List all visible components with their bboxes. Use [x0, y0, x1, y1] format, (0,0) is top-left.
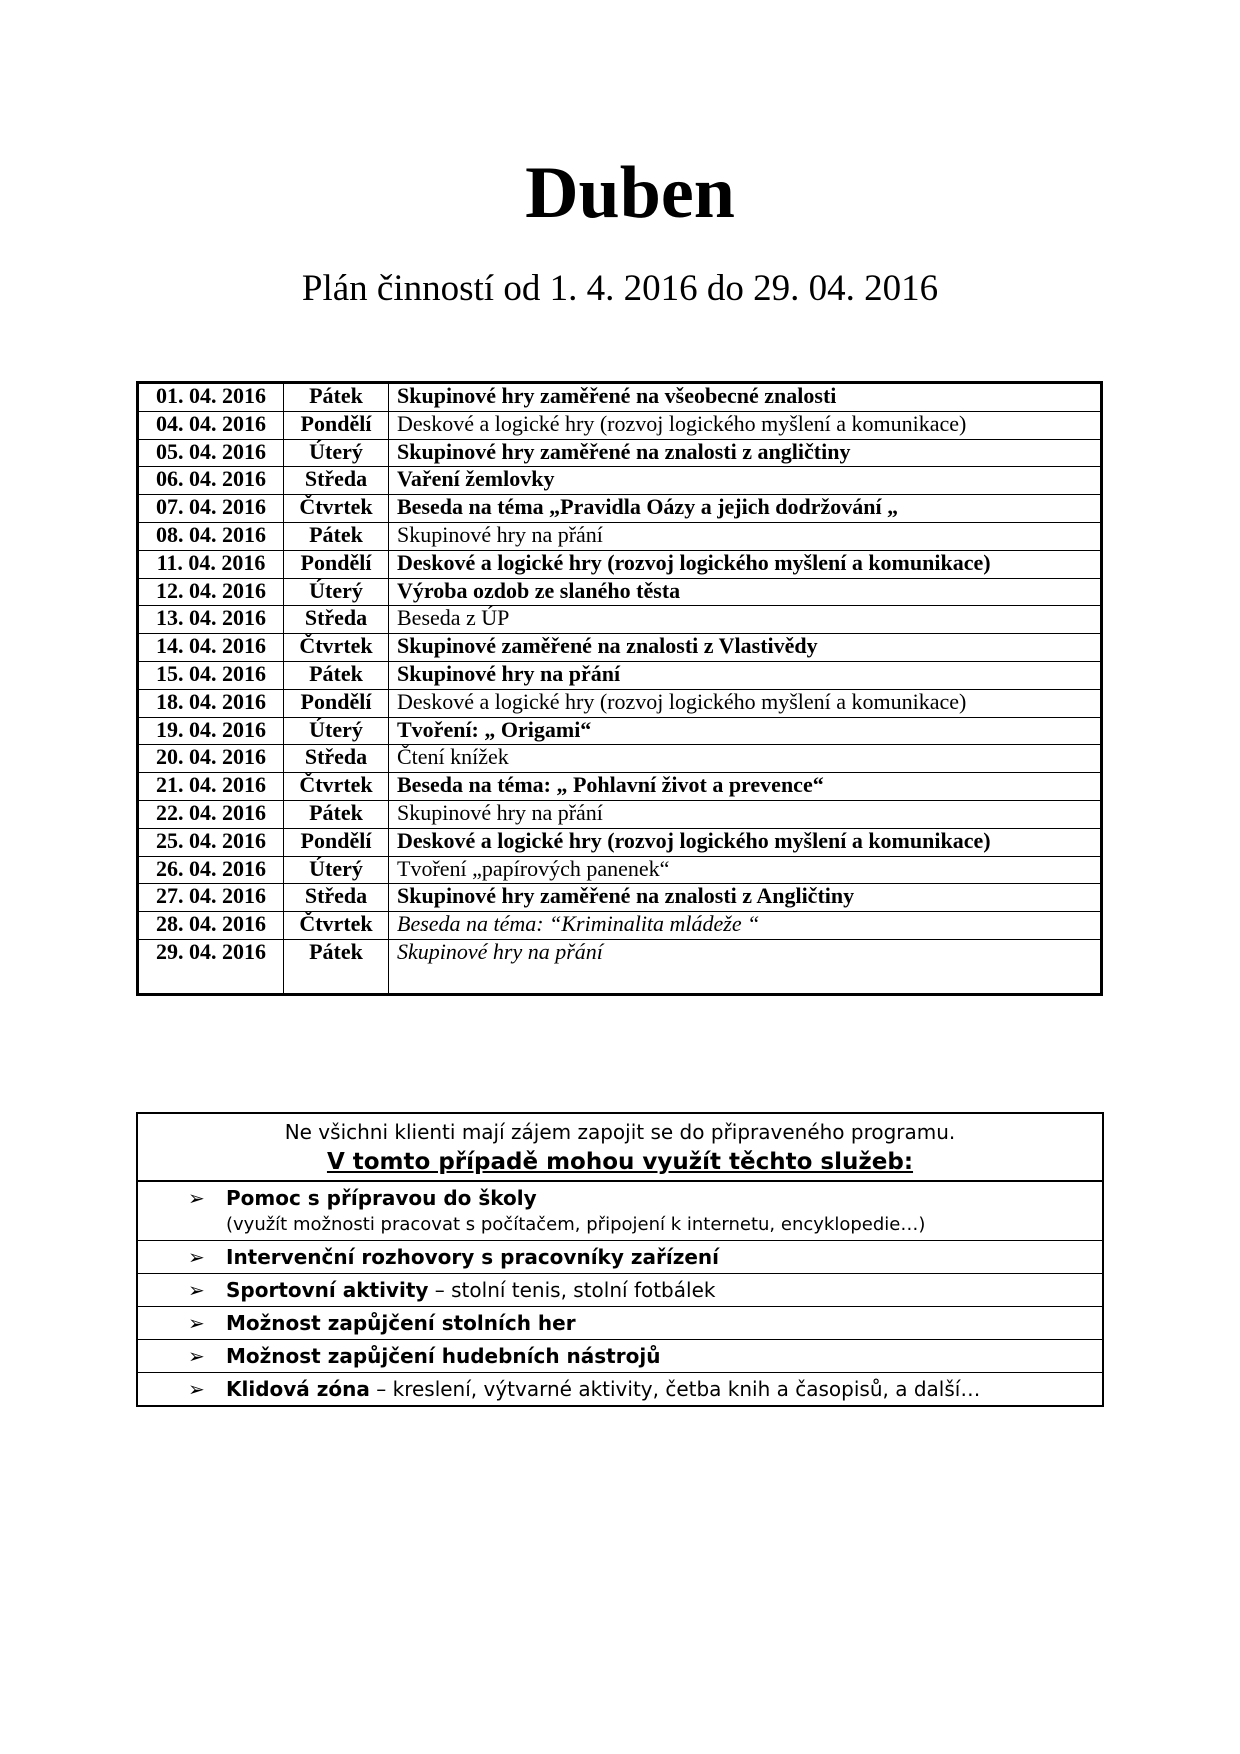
schedule-row: [138, 495, 1102, 523]
schedule-activity: Skupinové hry na přání: [389, 522, 1102, 550]
schedule-day: Pátek: [284, 800, 389, 828]
schedule-activity: Skupinové hry na přání: [389, 939, 1102, 994]
schedule-day: Pátek: [284, 522, 389, 550]
schedule-row: [138, 717, 1102, 745]
schedule-date: 29. 04. 2016: [138, 939, 284, 994]
schedule-day: Úterý: [284, 856, 389, 884]
schedule-row: [138, 856, 1102, 884]
schedule-activity: Tvoření: „ Origami“: [389, 717, 1102, 745]
schedule-date: 22. 04. 2016: [138, 800, 284, 828]
schedule-activity: Deskové a logické hry (rozvoj logického myšlení a komunikace): [389, 689, 1102, 717]
schedule-date: 04. 04. 2016: [138, 411, 284, 439]
services-intro: Ne všichni klienti mají zájem zapojit se do připraveného programu.: [284, 1120, 956, 1144]
page-title: Duben: [525, 152, 735, 234]
service-item: [138, 1307, 1102, 1340]
schedule-date: 11. 04. 2016: [138, 550, 284, 578]
schedule-row: [138, 383, 1102, 412]
schedule-date: 14. 04. 2016: [138, 634, 284, 662]
schedule-day: Pondělí: [284, 828, 389, 856]
schedule-row: [138, 578, 1102, 606]
schedule-body: [138, 383, 1102, 995]
schedule-date: 07. 04. 2016: [138, 495, 284, 523]
schedule-day: Pondělí: [284, 689, 389, 717]
schedule-day: Čtvrtek: [284, 495, 389, 523]
schedule-date: 20. 04. 2016: [138, 745, 284, 773]
schedule-row: [138, 884, 1102, 912]
schedule-row: [138, 828, 1102, 856]
schedule-activity: Skupinové zaměřené na znalosti z Vlastivědy: [389, 634, 1102, 662]
schedule-day: Úterý: [284, 439, 389, 467]
schedule-day: Pátek: [284, 661, 389, 689]
service-detail: – kreslení, výtvarné aktivity, četba knih a časopisů, a další…: [369, 1377, 981, 1401]
arrow-right-icon: ➢: [188, 1186, 205, 1210]
schedule-day: Úterý: [284, 717, 389, 745]
schedule-row: [138, 939, 1102, 994]
arrow-right-icon: ➢: [188, 1245, 205, 1269]
schedule-date: 01. 04. 2016: [138, 383, 284, 412]
schedule-row: [138, 411, 1102, 439]
services-box: [136, 1112, 1104, 1407]
service-name: Intervenční rozhovory s pracovníky zařízení: [226, 1245, 720, 1269]
schedule-day: Úterý: [284, 578, 389, 606]
service-name: Pomoc s přípravou do školy: [226, 1186, 537, 1210]
schedule-day: Středa: [284, 884, 389, 912]
service-item: [138, 1241, 1102, 1274]
schedule-activity: Vaření žemlovky: [389, 467, 1102, 495]
services-list: [138, 1182, 1102, 1405]
schedule-table: [136, 381, 1103, 996]
schedule-activity: Čtení knížek: [389, 745, 1102, 773]
schedule-row: [138, 800, 1102, 828]
schedule-date: 15. 04. 2016: [138, 661, 284, 689]
schedule-activity: Deskové a logické hry (rozvoj logického myšlení a komunikace): [389, 550, 1102, 578]
service-item: [138, 1340, 1102, 1373]
schedule-date: 13. 04. 2016: [138, 606, 284, 634]
schedule-row: [138, 606, 1102, 634]
schedule-row: [138, 522, 1102, 550]
services-header: [138, 1114, 1102, 1182]
schedule-row: [138, 634, 1102, 662]
service-name: Sportovní aktivity: [226, 1278, 429, 1302]
schedule-date: 12. 04. 2016: [138, 578, 284, 606]
schedule-row: [138, 467, 1102, 495]
arrow-right-icon: ➢: [188, 1311, 205, 1335]
schedule-day: Čtvrtek: [284, 912, 389, 940]
schedule-activity: Beseda na téma „Pravidla Oázy a jejich dodržování „: [389, 495, 1102, 523]
schedule-date: 28. 04. 2016: [138, 912, 284, 940]
service-item: [138, 1373, 1102, 1405]
schedule-row: [138, 550, 1102, 578]
schedule-day: Středa: [284, 745, 389, 773]
schedule-row: [138, 773, 1102, 801]
schedule-row: [138, 661, 1102, 689]
schedule-day: Pátek: [284, 383, 389, 412]
schedule-activity: Skupinové hry zaměřené na všeobecné znalosti: [389, 383, 1102, 412]
service-item: [138, 1182, 1102, 1241]
schedule-date: 05. 04. 2016: [138, 439, 284, 467]
schedule-activity: Skupinové hry na přání: [389, 661, 1102, 689]
schedule-activity: Skupinové hry na přání: [389, 800, 1102, 828]
schedule-date: 19. 04. 2016: [138, 717, 284, 745]
schedule-row: [138, 439, 1102, 467]
schedule-day: Pondělí: [284, 411, 389, 439]
schedule-activity: Deskové a logické hry (rozvoj logického myšlení a komunikace): [389, 411, 1102, 439]
service-note: (využít možnosti pracovat s počítačem, připojení k internetu, encyklopedie…): [226, 1214, 926, 1235]
schedule-day: Čtvrtek: [284, 773, 389, 801]
schedule-row: [138, 689, 1102, 717]
schedule-date: 18. 04. 2016: [138, 689, 284, 717]
schedule-activity: Beseda z ÚP: [389, 606, 1102, 634]
schedule-date: 21. 04. 2016: [138, 773, 284, 801]
schedule-row: [138, 912, 1102, 940]
services-heading: V tomto případě mohou využít těchto služeb:: [326, 1149, 914, 1175]
schedule-day: Středa: [284, 606, 389, 634]
schedule-activity: Skupinové hry zaměřené na znalosti z Angličtiny: [389, 884, 1102, 912]
service-name: Klidová zóna: [226, 1377, 370, 1401]
schedule-day: Pondělí: [284, 550, 389, 578]
service-name: Možnost zapůjčení hudebních nástrojů: [226, 1344, 661, 1368]
service-name: Možnost zapůjčení stolních her: [226, 1311, 576, 1335]
arrow-right-icon: ➢: [188, 1377, 205, 1401]
schedule-date: 25. 04. 2016: [138, 828, 284, 856]
service-detail: – stolní tenis, stolní fotbálek: [428, 1278, 716, 1302]
schedule-activity: Deskové a logické hry (rozvoj logického myšlení a komunikace): [389, 828, 1102, 856]
service-item: [138, 1274, 1102, 1307]
schedule-day: Pátek: [284, 939, 389, 994]
schedule-row: [138, 745, 1102, 773]
schedule-date: 27. 04. 2016: [138, 884, 284, 912]
schedule-date: 26. 04. 2016: [138, 856, 284, 884]
arrow-right-icon: ➢: [188, 1344, 205, 1368]
schedule-date: 06. 04. 2016: [138, 467, 284, 495]
schedule-day: Čtvrtek: [284, 634, 389, 662]
schedule-activity: Beseda na téma: „ Pohlavní život a prevence“: [389, 773, 1102, 801]
schedule-activity: Tvoření „papírových panenek“: [389, 856, 1102, 884]
page-subtitle: Plán činností od 1. 4. 2016 do 29. 04. 2016: [301, 268, 939, 309]
schedule-activity: Výroba ozdob ze slaného těsta: [389, 578, 1102, 606]
schedule-activity: Skupinové hry zaměřené na znalosti z angličtiny: [389, 439, 1102, 467]
schedule-day: Středa: [284, 467, 389, 495]
arrow-right-icon: ➢: [188, 1278, 205, 1302]
schedule-activity: Beseda na téma: “Kriminalita mládeže “: [389, 912, 1102, 940]
schedule-date: 08. 04. 2016: [138, 522, 284, 550]
